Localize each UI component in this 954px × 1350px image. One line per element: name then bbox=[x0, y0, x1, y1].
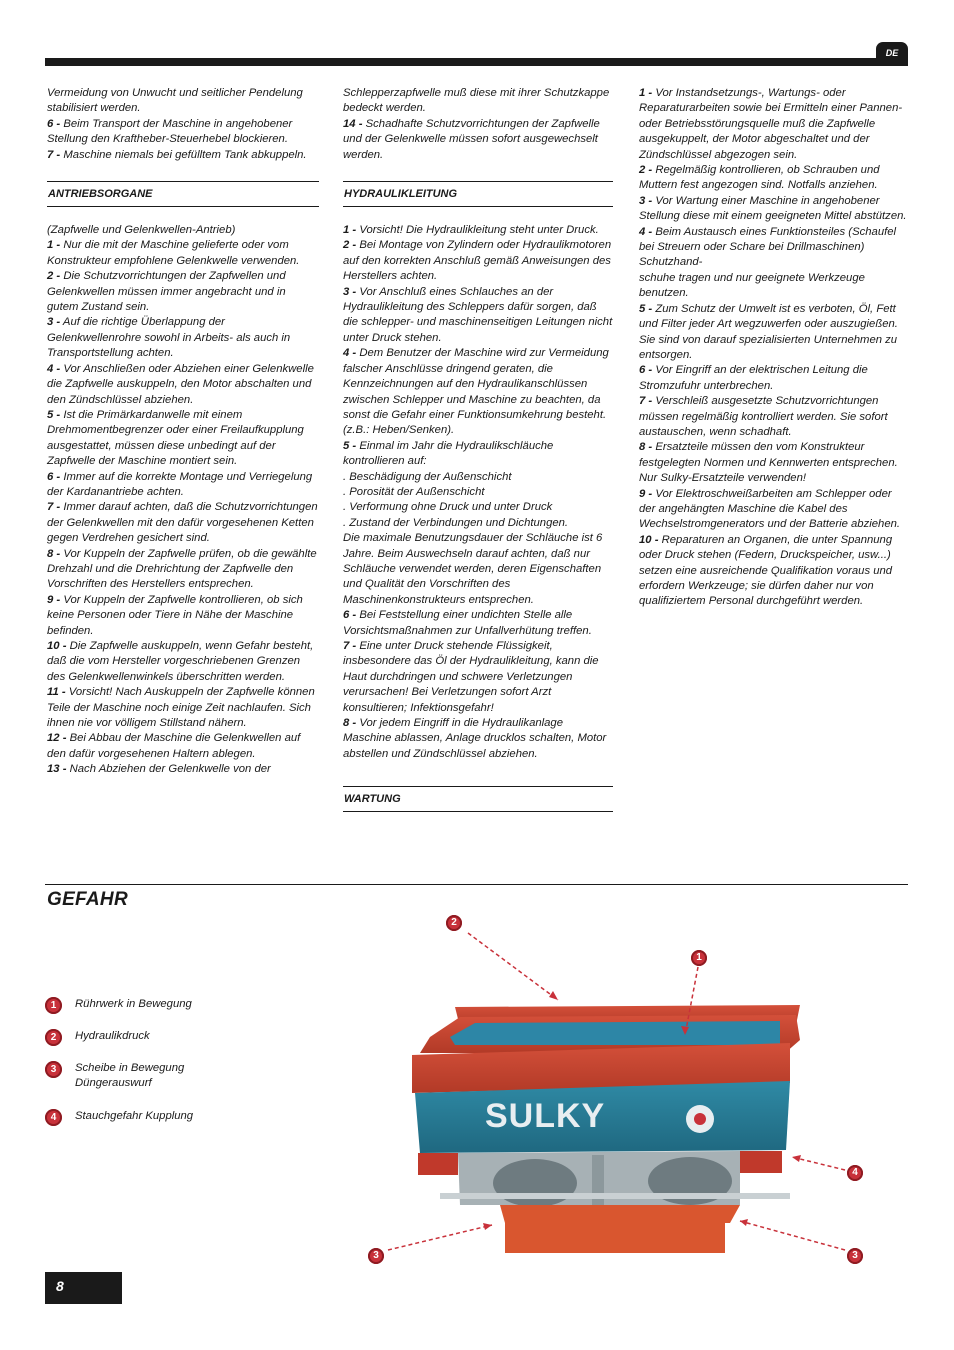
paragraph bbox=[639, 194, 909, 225]
page-number: 8 bbox=[45, 1272, 122, 1304]
item-text: Vor Instandsetzungs-, Wartungs- oder Reparaturarbeiten sowie bei Ermitteln einer Pannen- oder Betriebsstörungsquelle muß die Zapfwelle ausgekuppelt, der Motor abgeschaltet und der Zündschlüssel abgezogen sein. bbox=[639, 87, 903, 161]
paragraph bbox=[639, 225, 909, 271]
paragraph bbox=[639, 487, 909, 533]
item-number: 8 - bbox=[47, 547, 61, 560]
item-number: 6 - bbox=[343, 609, 357, 622]
item-text: Auf die richtige Überlappung der Gelenkwellenrohre sowohl in Arbeits- als auch in Transportstellung achten. bbox=[47, 316, 291, 360]
item-number: 11 - bbox=[47, 686, 66, 699]
item-number: 5 - bbox=[343, 439, 357, 452]
callout-4-icon: 4 bbox=[847, 1165, 863, 1181]
section-title-hydraulikleitung: HYDRAULIKLEITUNG bbox=[343, 181, 613, 207]
paragraph bbox=[343, 608, 613, 639]
legend-label: Hydraulikdruck bbox=[75, 1030, 150, 1042]
paragraph bbox=[639, 86, 909, 163]
paragraph bbox=[639, 440, 909, 486]
item-number: 7 - bbox=[47, 501, 61, 514]
column-1-items bbox=[47, 223, 319, 778]
paragraph bbox=[343, 716, 613, 762]
item-text: Verschleiß ausgesetzte Schutzvorrichtungen müssen regelmäßig kontrolliert werden. Sie sofort austauschen, wenn schadhaft. bbox=[639, 395, 888, 438]
item-number: 13 - bbox=[47, 763, 67, 776]
item-text: Die maximale Benutzungsdauer der Schläuche ist 6 Jahre. Beim Auswechseln darauf achten, daß nur Schläuche verwendet werden, deren Eigenschaften und Qualität den Vorschriften des Maschinenkonstrukteurs entsprechen. bbox=[343, 532, 603, 606]
item-number: 10 - bbox=[639, 533, 659, 546]
item-number: 6 - bbox=[639, 364, 653, 377]
rear-light-right bbox=[740, 1151, 782, 1173]
item-text: . Beschädigung der Außenschicht bbox=[343, 470, 512, 483]
paragraph bbox=[47, 593, 319, 639]
paragraph bbox=[47, 731, 319, 762]
danger-title: GEFAHR bbox=[47, 889, 128, 910]
item-text: . Porosität der Außenschicht bbox=[343, 485, 485, 498]
paragraph bbox=[47, 762, 319, 777]
item-number: 3 - bbox=[639, 194, 653, 207]
paragraph bbox=[343, 223, 613, 238]
paragraph bbox=[47, 547, 319, 593]
item-text: Schadhafte Schutzvorrichtungen der Zapfwelle und der Gelenkwelle müssen sofort ausgewechselt werden. bbox=[343, 117, 600, 161]
item-text: Vorsicht! Nach Auskuppeln der Zapfwelle können Teile der Maschine noch einige Zeit nachlaufen. Sich ihnen nie vor völligem Stillstand nähern. bbox=[47, 686, 315, 730]
header-rule bbox=[45, 58, 908, 66]
paragraph bbox=[47, 639, 319, 685]
item-number: 4 - bbox=[343, 347, 357, 360]
paragraph bbox=[639, 302, 909, 364]
item-text: Schlepperzapfwelle muß diese mit ihrer Schutzkappe bedeckt werden. bbox=[343, 87, 610, 115]
paragraph bbox=[47, 269, 319, 315]
item-text: Regelmäßig kontrollieren, ob Schrauben und Muttern fest angezogen sind. Notfalls anziehen. bbox=[639, 164, 880, 192]
paragraph bbox=[343, 86, 613, 117]
legend-label: Scheibe in Bewegung Düngerauswurf bbox=[75, 1062, 185, 1090]
item-text: . Zustand der Verbindungen und Dichtungen. bbox=[343, 516, 569, 529]
item-text: (Zapfwelle und Gelenkwellen-Antrieb) bbox=[47, 224, 236, 237]
item-number: 5 - bbox=[47, 408, 61, 421]
item-text: Bei Feststellung einer undichten Stelle alle Vorsichtsmaßnahmen zur Unfallverhütung treffen. bbox=[343, 609, 592, 637]
paragraph bbox=[343, 500, 613, 515]
paragraph bbox=[47, 362, 319, 408]
paragraph bbox=[343, 238, 613, 284]
paragraph bbox=[47, 86, 319, 117]
item-text: Nach Abziehen der Gelenkwelle von der bbox=[69, 763, 271, 776]
base-frame bbox=[505, 1223, 725, 1253]
item-text: Vor Kuppeln der Zapfwelle prüfen, ob die gewählte Drehzahl und die Drehrichtung der Zapfwelle den Vorschriften des Herstellers entsprechen. bbox=[47, 547, 317, 591]
paragraph bbox=[343, 485, 613, 500]
legend-label: Rührwerk in Bewegung bbox=[75, 998, 192, 1010]
column-2-intro bbox=[343, 86, 613, 163]
item-number: 7 - bbox=[343, 640, 357, 652]
column-3 bbox=[639, 86, 909, 610]
item-text: Einmal im Jahr die Hydraulikschläuche kontrollieren auf: bbox=[343, 439, 554, 468]
legend-number-icon: 3 bbox=[45, 1061, 62, 1078]
legend-number-icon: 4 bbox=[45, 1109, 62, 1126]
item-text: Vor Anschließen oder Abziehen einer Gelenkwelle die Zapfwelle auskuppeln, den Motor abschalten und den Zündschlüssel abziehen. bbox=[47, 362, 314, 406]
column-2-items bbox=[343, 223, 613, 762]
item-number: 7 - bbox=[639, 395, 653, 408]
paragraph bbox=[639, 163, 909, 194]
paragraph bbox=[343, 285, 613, 347]
section-title-wartung: WARTUNG bbox=[343, 786, 613, 812]
item-text: Zum Schutz der Umwelt ist es verboten, Öl, Fett und Filter jeder Art wegzuwerfen oder auszugießen. Sie sind von darauf spezialisierten Unternehmen zu entsorgen. bbox=[639, 302, 898, 361]
item-text: Beim Austausch eines Funktionsteiles (Schaufel bei Streuern oder Schare bei Drillmaschinen) Schutzhand- bbox=[639, 225, 897, 269]
hopper-interior bbox=[450, 1021, 780, 1045]
item-number: 5 - bbox=[639, 302, 653, 315]
item-text: Vor Wartung einer Maschine in angehobener Stellung diese mit einem geeigneten Mittel abstützen. bbox=[639, 194, 907, 223]
item-text: Vor Anschluß eines Schlauches an der Hydraulikleitung des Schleppers dafür sorgen, daß die schlepper- und maschinenseitigen Leitungen nicht unter Druck stehen. bbox=[343, 285, 613, 344]
legend-label: Stauchgefahr Kupplung bbox=[75, 1110, 194, 1122]
item-number: 7 - bbox=[47, 148, 61, 161]
callout-3-right-icon: 3 bbox=[847, 1248, 863, 1264]
paragraph bbox=[47, 315, 319, 361]
item-text: Immer darauf achten, daß die Schutzvorrichtungen der Gelenkwellen mit den dafür vorgesehenen Ketten gegen Verdrehen gesichert sind. bbox=[47, 501, 318, 545]
item-number: 14 - bbox=[343, 117, 363, 130]
paragraph bbox=[343, 117, 613, 163]
item-number: 8 - bbox=[343, 717, 357, 730]
disc-left bbox=[493, 1159, 577, 1207]
item-text: Die Zapfwelle auskuppeln, wenn Gefahr besteht, daß die vom Hersteller vorgeschriebenen Grenzen des Gelenkwellenwinkels überschritten werden. bbox=[47, 640, 314, 683]
language-badge: DE bbox=[876, 42, 908, 64]
item-text: Bei Abbau der Maschine die Gelenkwellen auf den dafür vorgesehenen Haltern ablegen. bbox=[47, 732, 301, 760]
callout-1-icon: 1 bbox=[691, 950, 707, 966]
item-number: 2 - bbox=[343, 239, 357, 252]
item-number: 6 - bbox=[47, 470, 61, 483]
item-number: 2 - bbox=[639, 164, 653, 177]
rear-light-left bbox=[418, 1153, 458, 1175]
item-text: . Verformung ohne Druck und unter Druck bbox=[343, 501, 553, 514]
paragraph bbox=[343, 639, 613, 716]
item-text: Vor Eingriff an der elektrischen Leitung die Stromzufuhr unterbrechen. bbox=[639, 364, 868, 392]
spreader-photo bbox=[360, 905, 880, 1275]
section-divider bbox=[45, 884, 908, 885]
section-title-antriebsorgane: ANTRIEBSORGANE bbox=[47, 181, 319, 207]
paragraph bbox=[343, 439, 613, 470]
item-number: 2 - bbox=[47, 270, 61, 283]
item-text: Vorsicht! Die Hydraulikleitung steht unter Druck. bbox=[359, 224, 599, 237]
item-number: 1 - bbox=[639, 87, 653, 99]
item-text: schuhe tragen und nur geeignete Werkzeuge benutzen. bbox=[639, 271, 865, 300]
paragraph bbox=[639, 533, 909, 610]
item-text: Immer auf die korrekte Montage und Verriegelung der Kardanantriebe achten. bbox=[47, 470, 313, 498]
item-number: 4 - bbox=[639, 225, 653, 238]
column-2 bbox=[343, 86, 613, 828]
item-number: 12 - bbox=[47, 732, 67, 745]
item-text: Nur die mit der Maschine gelieferte oder vom Konstrukteur empfohlene Gelenkwelle verwenden. bbox=[47, 239, 300, 267]
item-text: Reparaturen an Organen, die unter Spannung oder Druck stehen (Federn, Druckspeicher, usw...) setzen eine ausreichende Qualifikation voraus und erfordern Werkzeuge; sie dürfen daher nur von qualifiziertem Personal durchgeführt werden. bbox=[639, 533, 893, 608]
item-number: 4 - bbox=[47, 362, 61, 375]
paragraph bbox=[47, 470, 319, 501]
paragraph bbox=[47, 223, 319, 238]
callout-2-icon: 2 bbox=[446, 915, 462, 931]
item-text: Ersatzteile müssen den vom Konstrukteur festgelegten Normen und Kennwerten entsprechen. Nur Sulky-Ersatzteile verwenden! bbox=[639, 441, 898, 485]
item-number: 6 - bbox=[47, 117, 61, 130]
paragraph bbox=[47, 148, 319, 163]
item-number: 9 - bbox=[47, 593, 61, 606]
item-number: 3 - bbox=[47, 316, 61, 329]
paragraph bbox=[47, 500, 319, 546]
column-1 bbox=[47, 86, 319, 778]
item-text: Ist die Primärkardanwelle mit einem Drehmomentbegrenzer oder einer Freilaufkupplung ausgestattet, müssen diese unbedingt auf der Zapfwelle der Maschine montiert sein. bbox=[47, 408, 304, 468]
paragraph bbox=[47, 117, 319, 148]
paragraph bbox=[343, 516, 613, 531]
item-text: Vor Kuppeln der Zapfwelle kontrollieren, ob sich keine Personen oder Tiere in Nähe der Maschine befinden. bbox=[47, 593, 303, 637]
item-text: Vermeidung von Unwucht und seitlicher Pendelung stabilisiert werden. bbox=[47, 87, 303, 115]
item-text: Dem Benutzer der Maschine wird zur Vermeidung falscher Anschlüsse dringend geraten, die Kennzeichnungen auf den Hydraulikanschlüssen zwischen Schlepper und Maschine zu beachten, da sonst die Gefahr einer Funktionsumkehrung besteht. (z.B.: Heben/Senken). bbox=[343, 347, 609, 437]
column-3-items bbox=[639, 86, 909, 610]
paragraph bbox=[343, 531, 613, 608]
item-text: Maschine niemals bei gefülltem Tank abkuppeln. bbox=[63, 148, 307, 161]
item-number: 1 - bbox=[47, 239, 61, 252]
legend-number-icon: 1 bbox=[45, 997, 62, 1014]
item-number: 9 - bbox=[639, 487, 653, 500]
paragraph bbox=[639, 394, 909, 440]
paragraph bbox=[343, 470, 613, 485]
paragraph bbox=[47, 685, 319, 731]
column-1-intro bbox=[47, 86, 319, 163]
paragraph bbox=[343, 346, 613, 438]
item-number: 1 - bbox=[343, 224, 357, 237]
brand-logo: SULKY bbox=[485, 1097, 606, 1135]
item-text: Beim Transport der Maschine in angehobener Stellung den Kraftheber-Steuerhebel blockieren. bbox=[47, 117, 293, 146]
paragraph bbox=[639, 271, 909, 302]
paragraph bbox=[47, 408, 319, 470]
item-number: 10 - bbox=[47, 640, 67, 652]
paragraph bbox=[639, 363, 909, 394]
item-text: Vor jedem Eingriff in die Hydraulikanlage Maschine ablassen, Anlage drucklos schalten, Motor abstellen und Zündschlüssel abziehen. bbox=[343, 717, 607, 760]
legend-number-icon: 2 bbox=[45, 1029, 62, 1046]
item-text: Bei Montage von Zylindern oder Hydraulikmotoren auf den korrekten Anschluß gemäß Anweisungen des Herstellers achten. bbox=[343, 239, 612, 283]
paragraph bbox=[47, 238, 319, 269]
callout-3-left-icon: 3 bbox=[368, 1248, 384, 1264]
item-text: Die Schutzvorrichtungen der Zapfwellen und Gelenkwellen müssen immer angebracht und in gutem Zustand sein. bbox=[47, 270, 286, 314]
item-text: Vor Elektroschweißarbeiten am Schlepper oder der angehängten Maschine die Kabel des Wechselstromgenerators und der Batterie abziehen. bbox=[639, 487, 901, 531]
item-text: Eine unter Druck stehende Flüssigkeit, insbesondere das Öl der Hydraulikleitung, kann die Haut durchdringen und schwere Verletzungen verursachen! Bei Verletzungen sofort Arzt konsultieren; Infektionsgefahr! bbox=[343, 640, 599, 714]
item-number: 8 - bbox=[639, 441, 653, 454]
item-number: 3 - bbox=[343, 285, 357, 298]
